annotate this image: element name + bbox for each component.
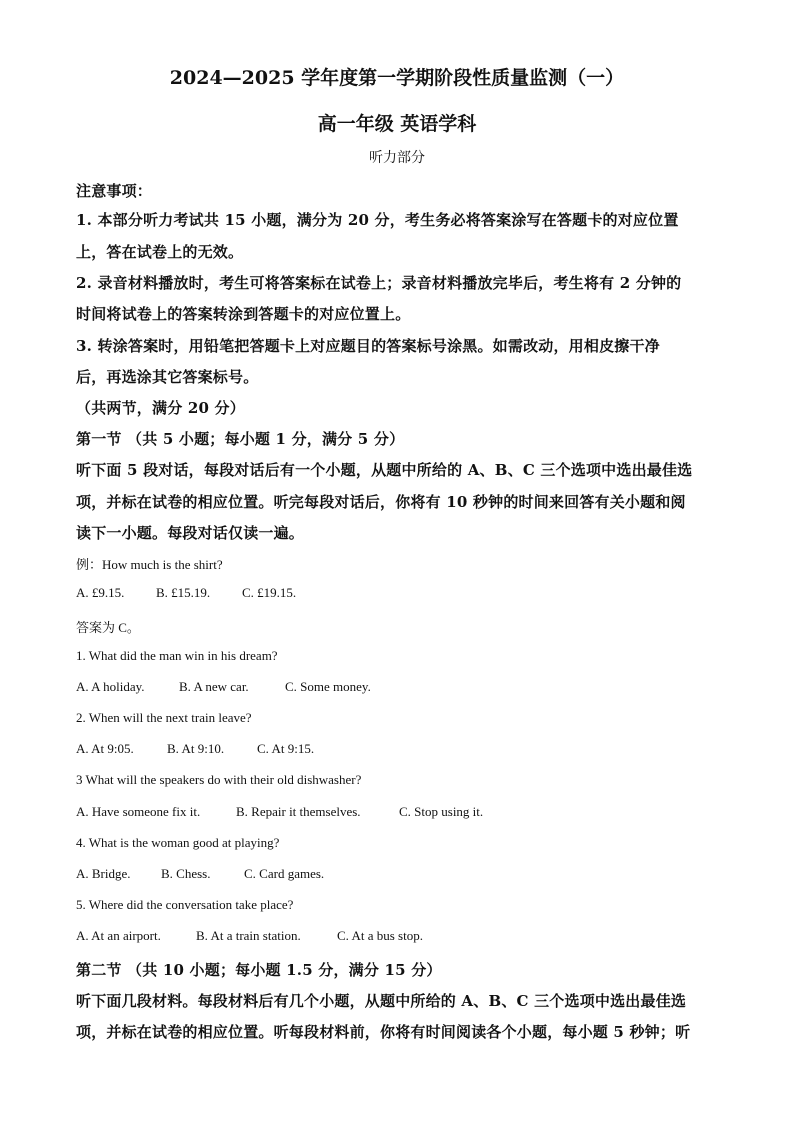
question-3-options — [76, 804, 718, 820]
total-score-note: （共两节，满分 20 分） — [76, 399, 245, 417]
option-b: B. A new car. — [179, 679, 249, 694]
notice-item-3-line-1: 3. 转涂答案时，用铅笔把答题卡上对应题目的答案标号涂黑。如需改动，用相皮擦干净 — [76, 337, 660, 355]
part2-instruction-line-1: 听下面几段材料。每段材料后有几个小题，从题中所给的 A、B、C 三个选项中选出最佳选 — [76, 992, 687, 1010]
option-c: C. At 9:15. — [257, 741, 315, 756]
option-a: A. A holiday. — [76, 679, 145, 694]
question-1: 1. What did the man win in his dream? — [76, 648, 278, 663]
option-a: A. At 9:05. — [76, 741, 134, 756]
example-question: 例：How much is the shirt? — [76, 557, 223, 572]
option-c: C. £19.15. — [242, 585, 297, 600]
example-options — [76, 585, 718, 601]
question-2: 2. When will the next train leave? — [76, 710, 252, 725]
question-1-options — [76, 679, 718, 695]
notice-heading: 注意事项： — [76, 182, 153, 200]
option-b: B. Repair it themselves. — [236, 804, 361, 819]
part1-instruction-line-3: 读下一小题。每段对话仅读一遍。 — [76, 524, 305, 542]
question-5-options — [76, 928, 718, 944]
option-c: C. Card games. — [244, 866, 325, 881]
option-a: A. £9.15. — [76, 585, 125, 600]
notice-item-3-line-2: 后，再选涂其它答案标号。 — [76, 368, 259, 386]
exam-subtitle: 高一年级 英语学科 — [317, 113, 477, 135]
question-3: 3 What will the speakers do with their old dishwasher? — [76, 772, 362, 787]
option-c: C. Stop using it. — [399, 804, 484, 819]
notice-item-2-line-1: 2. 录音材料播放时，考生可将答案标在试卷上；录音材料播放完毕后，考生将有 2 分钟的 — [76, 274, 682, 292]
option-a: A. At an airport. — [76, 928, 161, 943]
part1-heading: 第一节 （共 5 小题；每小题 1 分，满分 5 分） — [76, 430, 405, 448]
option-c: C. At a bus stop. — [337, 928, 423, 943]
option-a: A. Bridge. — [76, 866, 131, 881]
exam-title: 2024—2025 学年度第一学期阶段性质量监测（一） — [169, 67, 625, 89]
option-b: B. At 9:10. — [167, 741, 225, 756]
question-4: 4. What is the woman good at playing? — [76, 835, 280, 850]
option-a: A. Have someone fix it. — [76, 804, 201, 819]
question-4-options — [76, 866, 718, 882]
part1-instruction-line-2: 项，并标在试卷的相应位置。听完每段对话后，你将有 10 秒钟的时间来回答有关小题和阅 — [76, 493, 686, 511]
notice-item-2-line-2: 时间将试卷上的答案转涂到答题卡的对应位置上。 — [76, 305, 411, 323]
option-c: C. Some money. — [285, 679, 371, 694]
option-b: B. At a train station. — [196, 928, 301, 943]
part2-heading: 第二节 （共 10 小题；每小题 1.5 分，满分 15 分） — [76, 961, 442, 979]
question-5: 5. Where did the conversation take place? — [76, 897, 294, 912]
notice-item-1-line-2: 上，答在试卷上的无效。 — [76, 243, 244, 261]
option-b: B. £15.19. — [156, 585, 211, 600]
option-b: B. Chess. — [161, 866, 211, 881]
notice-item-1-line-1: 1. 本部分听力考试共 15 小题，满分为 20 分，考生务必将答案涂写在答题卡的对应位置 — [76, 211, 679, 229]
section-label: 听力部分 — [369, 150, 425, 166]
example-answer: 答案为 C。 — [76, 620, 140, 635]
part2-instruction-line-2: 项，并标在试卷的相应位置。听每段材料前，你将有时间阅读各个小题，每小题 5 秒钟；听 — [76, 1023, 691, 1041]
part1-instruction-line-1: 听下面 5 段对话，每段对话后有一个小题，从题中所给的 A、B、C 三个选项中选出最佳选 — [76, 461, 693, 479]
question-2-options — [76, 741, 718, 757]
